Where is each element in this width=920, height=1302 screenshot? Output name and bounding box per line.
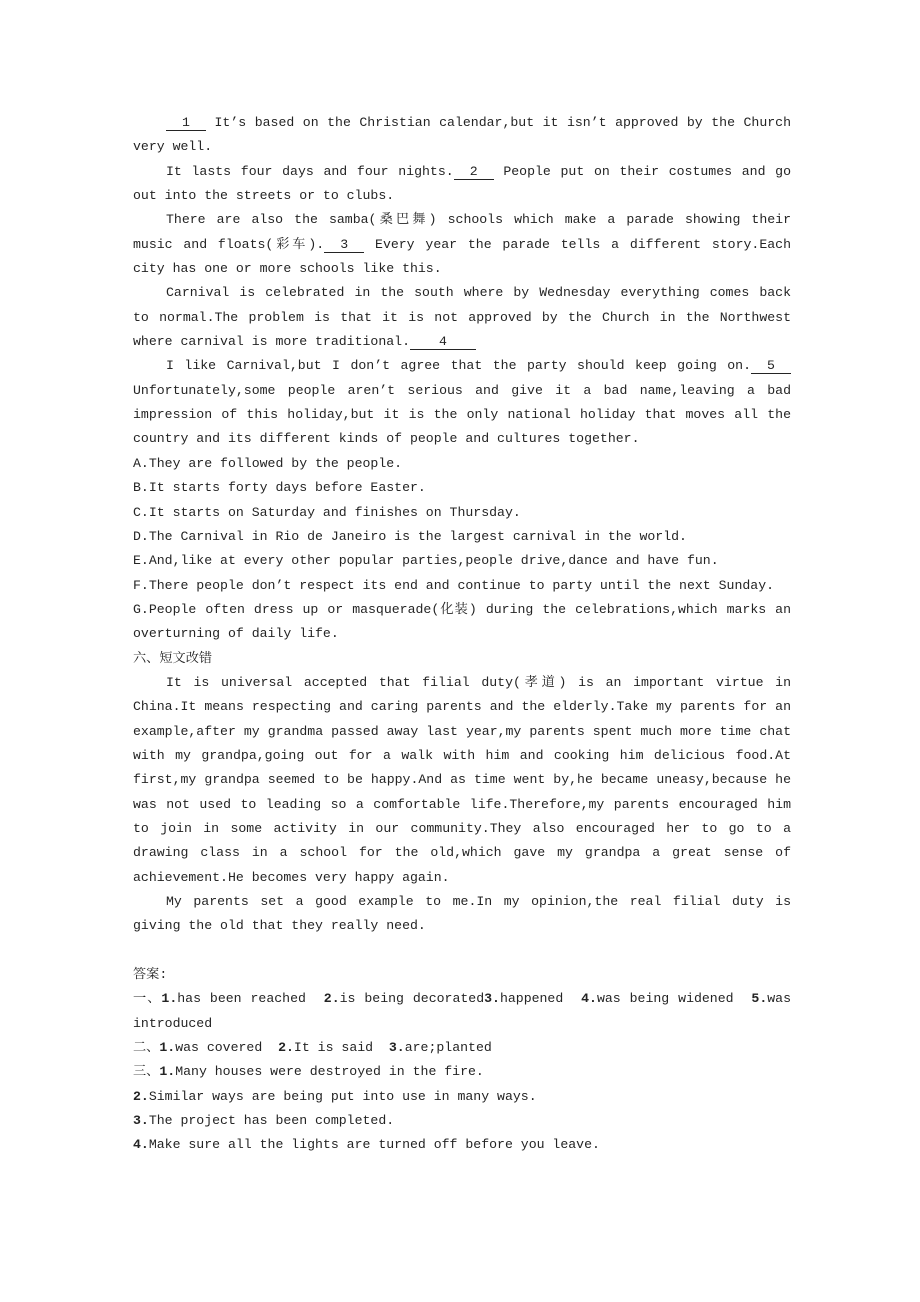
text-run: People put on their costumes and go out into the streets or to clubs. (133, 163, 799, 204)
option-G (133, 598, 799, 647)
passage-paragraph-2 (133, 160, 799, 209)
passage-paragraph-4 (133, 281, 799, 354)
text-run: A.They are followed by the people. (133, 455, 403, 471)
text-run: 答案: (133, 967, 168, 983)
text-run: 一、 (133, 991, 162, 1007)
answers-section-3-item-2 (133, 1085, 791, 1109)
text-run: has been reached (177, 991, 324, 1007)
text-run: C.It starts on Saturday and finishes on Thursday. (133, 504, 521, 520)
passage-paragraph-1 (133, 111, 799, 160)
answers-section-3-item-1 (133, 1060, 791, 1084)
section-heading-error-correction (133, 647, 791, 671)
text-run: F.There people don’t respect its end and continue to party until the next Sunday. (133, 577, 775, 593)
answer-blank-4: 4 (410, 334, 476, 350)
answer-blank-1: 1 (166, 115, 206, 131)
text-run: was introduced (133, 991, 799, 1031)
answers-section-2 (133, 1036, 791, 1060)
text-run: I like Carnival,but I don’t agree that the party should keep going on. (166, 358, 751, 374)
correction-passage-paragraph-2 (133, 890, 799, 939)
correction-passage-paragraph-1 (133, 671, 799, 890)
text-run: It is said (293, 1040, 389, 1056)
text-run: 二、 (133, 1040, 160, 1056)
answer-item-number: 3. (484, 991, 500, 1007)
text-run: happened (499, 991, 582, 1007)
answer-item-number: 2. (323, 991, 340, 1007)
answer-item-number: 2. (278, 1040, 294, 1056)
text-run: My parents set a good example to me.In my opinion,the real filial duty is giving the old that they really need. (133, 894, 799, 934)
answer-blank-2: 2 (454, 164, 494, 180)
text-run: 六、短文改错 (133, 650, 213, 666)
option-D (133, 525, 791, 549)
option-A (133, 452, 791, 476)
answer-item-number: 5. (751, 991, 768, 1007)
answer-blank-5: 5 (751, 358, 791, 374)
answer-item-number: 1. (159, 1040, 176, 1056)
text-run: Many houses were destroyed in the fire. (175, 1064, 484, 1080)
blank-line (133, 939, 791, 963)
option-F (133, 574, 791, 598)
answers-section-1 (133, 987, 799, 1036)
answers-heading (133, 963, 791, 987)
text-run: It lasts four days and four nights. (166, 163, 454, 179)
text-run: It is universal accepted that filial duty(孝道) is an important virtue in China.It means respecting and caring parents and the elderly.Take my parents for an example,after my grandma passed away last year,my parents spent much more time chat with my grandpa,going out for a walk with him and cooking him delicious food.At first,my grandpa seemed to be happy.And as time went by,he became uneasy,because he was not used to leading so a comfortable life.Therefore,my parents encouraged him to join in some activity in our community.They also encouraged her to go to a drawing class in a school for the old,which gave my grandpa a great sense of achievement.He becomes very happy again. (133, 674, 799, 885)
text-run: Similar ways are being put into use in many ways. (148, 1088, 537, 1104)
answer-item-number: 3. (133, 1113, 149, 1129)
text-run: is being decorated (339, 991, 485, 1007)
text-run: There are also the samba(桑巴舞) schools which make a parade showing their music and floats(彩车). (133, 212, 799, 252)
text-run: Every year the parade tells a different story.Each city has one or more schools like this. (133, 236, 799, 277)
option-C (133, 501, 791, 525)
answer-blank-3: 3 (324, 237, 364, 253)
answer-item-number: 1. (159, 1064, 176, 1080)
text-run: 三、 (133, 1064, 160, 1080)
option-E (133, 549, 791, 573)
text-run: D.The Carnival in Rio de Janeiro is the largest carnival in the world. (133, 528, 687, 544)
answers-section-3-item-3 (133, 1109, 791, 1133)
answer-item-number: 3. (388, 1040, 405, 1056)
text-run: It’s based on the Christian calendar,but it isn’t approved by the Church very well. (133, 115, 799, 155)
text-run: Unfortunately,some people aren’t serious and give it a bad name,leaving a bad impression of this holiday,but it is the only national holiday that moves all the country and its different kinds of people and cultures together. (133, 358, 799, 447)
text-run: E.And,like at every other popular parties,people drive,dance and have fun. (133, 553, 719, 569)
answer-item-number: 4. (133, 1137, 149, 1153)
answer-item-number: 1. (161, 991, 178, 1007)
text-run: Carnival is celebrated in the south where by Wednesday everything comes back to normal.The problem is that it is not approved by the Church in the Northwest where carnival is more traditional. (133, 285, 799, 350)
text-run: The project has been completed. (148, 1113, 395, 1129)
option-B (133, 476, 791, 500)
answers-section-3-item-4 (133, 1133, 791, 1157)
answer-item-number: 2. (133, 1088, 149, 1104)
document-body (133, 111, 799, 1158)
text-run: was covered (175, 1040, 279, 1056)
text-run: Make sure all the lights are turned off before you leave. (148, 1137, 600, 1153)
text-run: G.People often dress up or masquerade(化装) during the celebrations,which marks an overturning of daily life. (133, 601, 799, 642)
answer-item-number: 4. (581, 991, 597, 1007)
passage-paragraph-5 (133, 354, 799, 451)
text-run: was being widened (596, 991, 752, 1007)
text-run: are;planted (404, 1040, 492, 1056)
text-run: B.It starts forty days before Easter. (133, 480, 426, 496)
passage-paragraph-3 (133, 208, 799, 281)
